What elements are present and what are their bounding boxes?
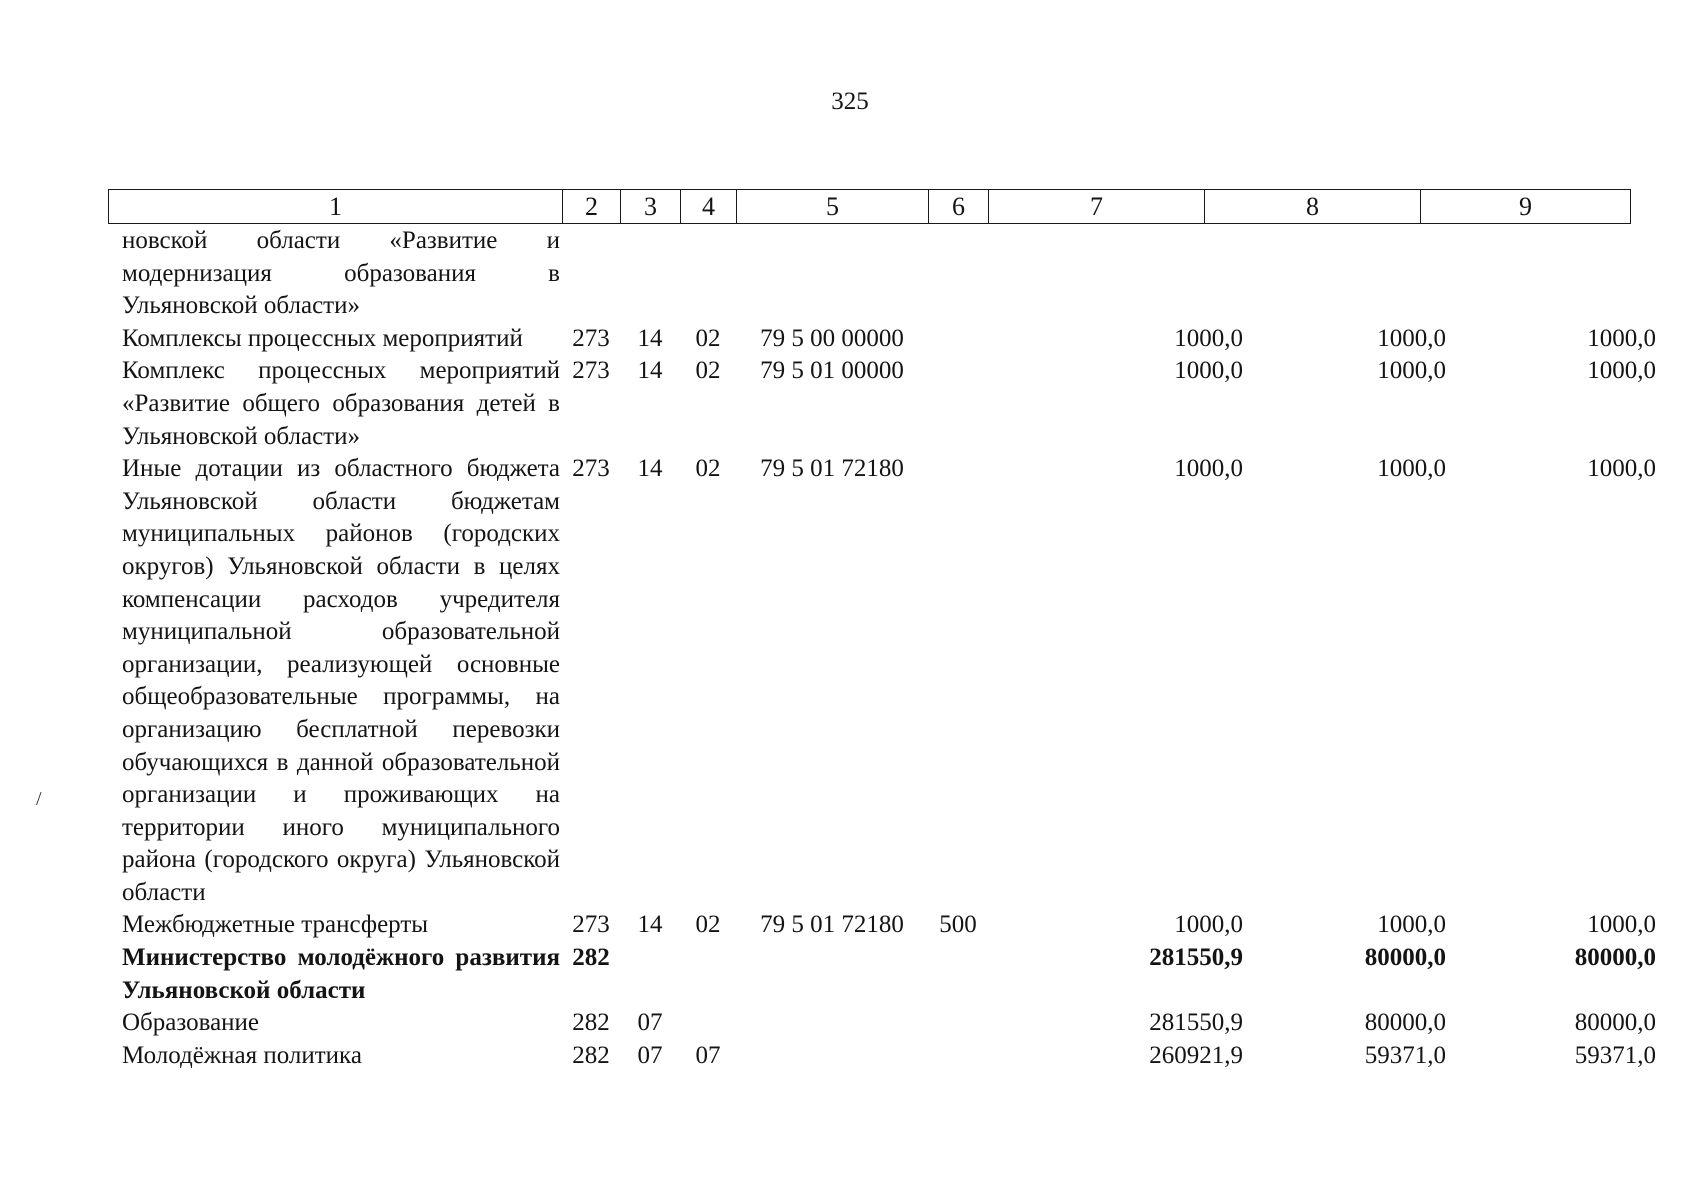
row-cell-col9: 1000,0	[1587, 911, 1656, 939]
row-cell-col8: 1000,0	[1377, 324, 1446, 352]
column-header-6: 6	[929, 190, 989, 224]
page-number: 325	[831, 88, 869, 115]
row-cell-col2: 282	[572, 1009, 610, 1037]
table-row	[108, 1040, 1656, 1073]
row-cell-col5: 79 5 01 00000	[760, 357, 904, 385]
row-cell-col9: 1000,0	[1587, 357, 1656, 385]
column-header-8: 8	[1205, 190, 1421, 224]
row-cell-col4: 02	[695, 324, 721, 352]
table-row	[108, 453, 1656, 909]
row-cell-col8: 1000,0	[1377, 911, 1446, 939]
row-cell-col3: 07	[637, 1041, 663, 1069]
column-header-5: 5	[737, 190, 929, 224]
row-description: Образование	[122, 1009, 260, 1037]
table-row	[108, 1007, 1656, 1040]
row-description: Комплексы процессных мероприятий	[122, 324, 523, 352]
column-header-9: 9	[1421, 190, 1631, 224]
scan-mark: /	[36, 788, 42, 810]
row-cell-col4: 02	[695, 455, 721, 483]
row-cell-col5: 79 5 01 72180	[760, 455, 904, 483]
row-cell-col7: 1000,0	[1174, 357, 1243, 385]
column-header-2: 2	[563, 190, 621, 224]
row-cell-col9: 80000,0	[1574, 944, 1656, 972]
table-header	[108, 189, 1631, 224]
row-cell-col4: 02	[695, 911, 721, 939]
row-description: Министерство молодёжного развития Ульяновской области	[122, 944, 560, 1004]
row-description: Молодёжная политика	[122, 1041, 362, 1069]
row-cell-col7: 1000,0	[1174, 455, 1243, 483]
row-cell-col9: 80000,0	[1574, 1009, 1656, 1037]
row-cell-col2: 273	[572, 455, 610, 483]
row-cell-col3: 07	[637, 1009, 663, 1037]
row-cell-col2: 282	[572, 944, 610, 972]
table-row	[108, 355, 1656, 453]
row-cell-col5: 79 5 00 00000	[760, 324, 904, 352]
column-header-3: 3	[621, 190, 681, 224]
row-cell-col2: 273	[572, 324, 610, 352]
table-body	[108, 225, 1656, 1072]
row-cell-col3: 14	[637, 911, 663, 939]
row-cell-col2: 273	[572, 357, 610, 385]
row-cell-col9: 1000,0	[1587, 324, 1656, 352]
row-description: новской области «Развитие и модернизация образования в Ульяновской области»	[122, 227, 560, 320]
column-header-4: 4	[681, 190, 737, 224]
row-cell-col8: 1000,0	[1377, 357, 1446, 385]
row-cell-col5: 79 5 01 72180	[760, 911, 904, 939]
row-cell-col4: 02	[695, 357, 721, 385]
row-cell-col2: 282	[572, 1041, 610, 1069]
row-cell-col3: 14	[637, 455, 663, 483]
row-cell-col8: 1000,0	[1377, 455, 1446, 483]
table-row	[108, 909, 1656, 942]
table-row	[108, 942, 1656, 1007]
row-cell-col8: 80000,0	[1364, 1009, 1446, 1037]
row-cell-col4: 07	[695, 1041, 721, 1069]
row-cell-col9: 1000,0	[1587, 455, 1656, 483]
row-description: Межбюджетные трансферты	[122, 911, 429, 939]
row-cell-col7: 1000,0	[1174, 324, 1243, 352]
column-header-7: 7	[989, 190, 1205, 224]
row-cell-col3: 14	[637, 357, 663, 385]
row-cell-col3: 14	[637, 324, 663, 352]
table-row	[108, 225, 1600, 323]
row-cell-col8: 80000,0	[1364, 944, 1446, 972]
row-cell-col2: 273	[572, 911, 610, 939]
row-cell-col7: 281550,9	[1149, 944, 1243, 972]
row-cell-col7: 260921,9	[1149, 1041, 1243, 1069]
row-cell-col8: 59371,0	[1364, 1041, 1446, 1069]
table-row	[108, 323, 1656, 356]
row-cell-col6: 500	[939, 911, 977, 939]
row-description: Иные дотации из областного бюджета Ульяновской области бюджетам муниципальных районов (городских округов) Ульяновской области в целях компенсации расходов учредителя муниципальной образовательной организации, реализующей основные общеобразовательные программы, на организацию бесплатной перевозки обучающихся в данной образовательной организации и проживающих на территории иного муниципального района (городского округа) Ульяновской области	[122, 455, 560, 906]
row-cell-col7: 1000,0	[1174, 911, 1243, 939]
row-cell-col9: 59371,0	[1574, 1041, 1656, 1069]
column-header-1: 1	[109, 190, 563, 224]
row-description: Комплекс процессных мероприятий «Развитие общего образования детей в Ульяновской области»	[122, 357, 560, 450]
row-cell-col7: 281550,9	[1149, 1009, 1243, 1037]
